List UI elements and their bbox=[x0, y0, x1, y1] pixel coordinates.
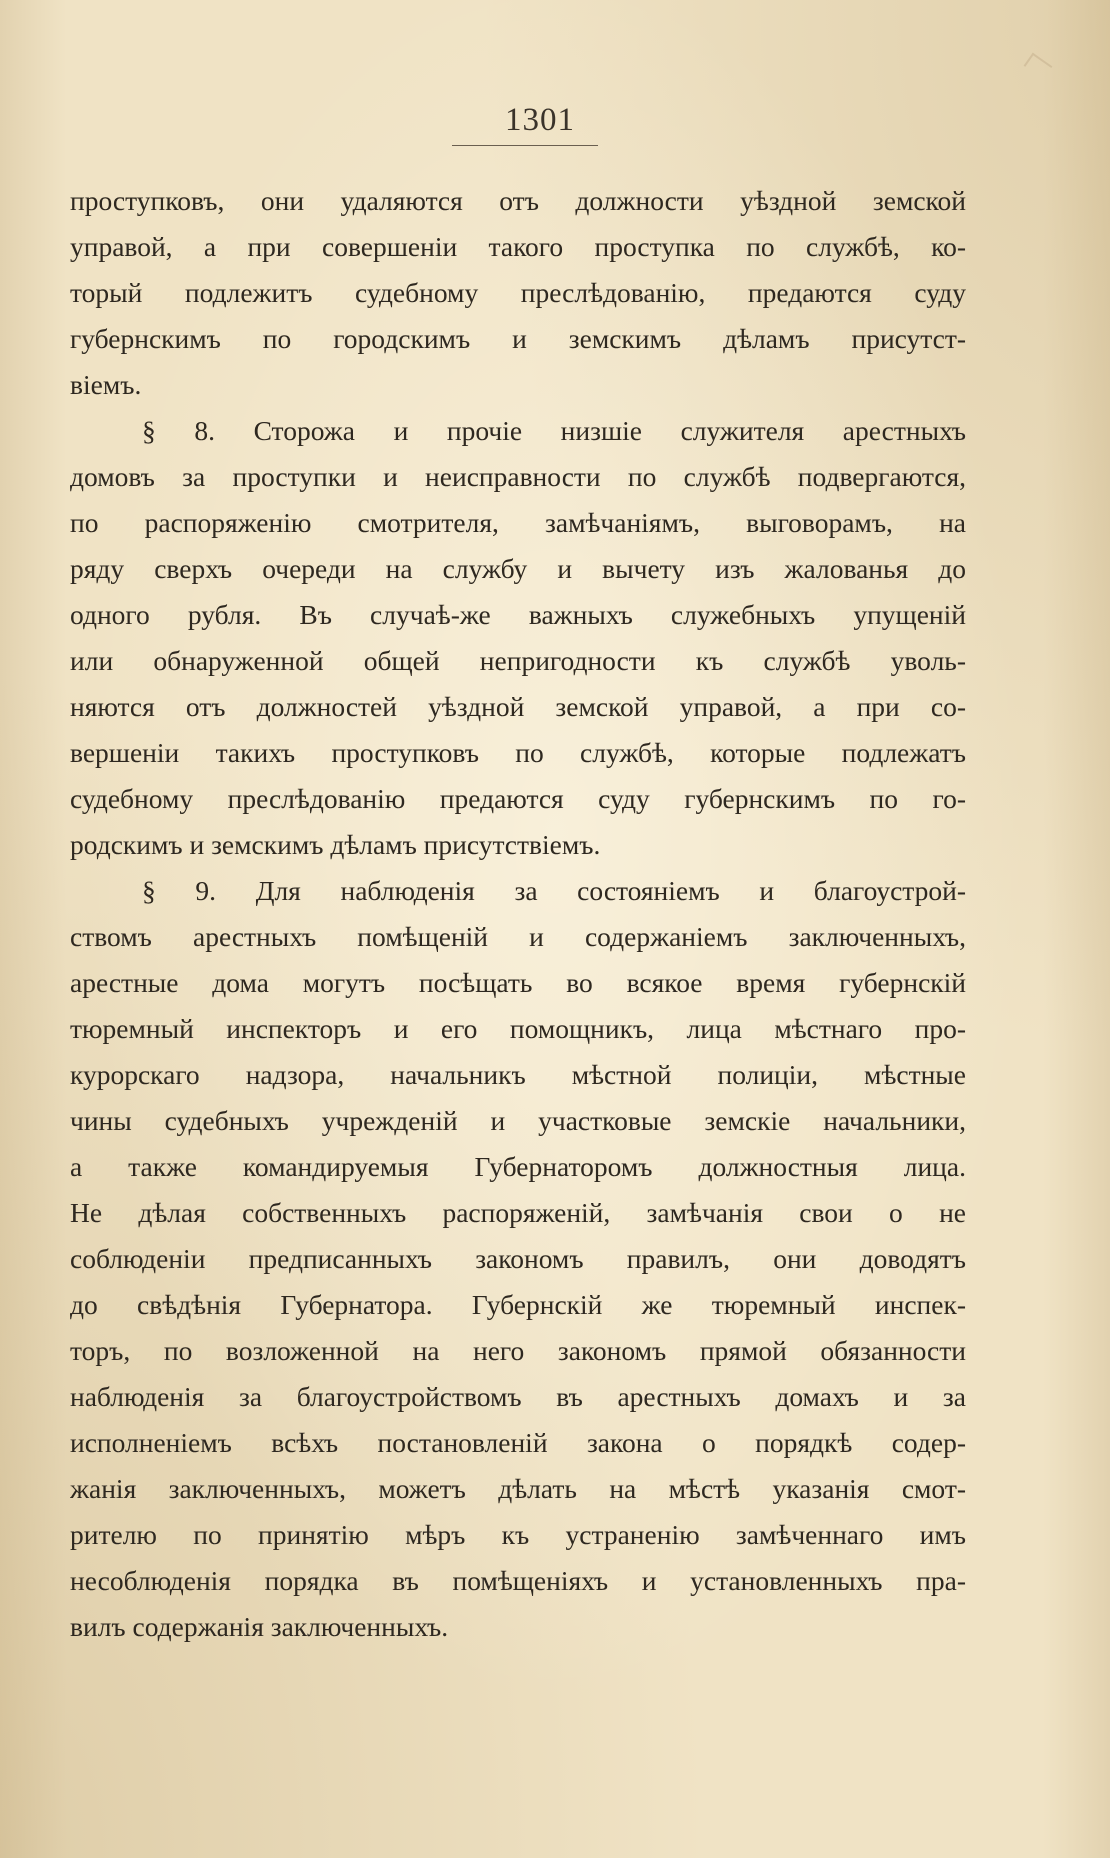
text-line: няются отъ должностей уѣздной земской управой, а при со- bbox=[70, 691, 966, 722]
text-line: арестные дома могутъ посѣщать во всякое время губернскій bbox=[70, 967, 966, 998]
text-line: по распоряженію смотрителя, замѣчаніямъ, выговорамъ, на bbox=[70, 507, 966, 538]
text-line: или обнаруженной общей непригодности къ службѣ уволь- bbox=[70, 645, 966, 676]
text-line: наблюденія за благоустройствомъ въ арестныхъ домахъ и за bbox=[70, 1381, 966, 1412]
text-line: ряду сверхъ очереди на службу и вычету изъ жалованья до bbox=[70, 553, 966, 584]
page-corner-mark bbox=[1024, 53, 1053, 80]
text-line: несоблюденія порядка въ помѣщеніяхъ и установленныхъ пра- bbox=[70, 1565, 966, 1596]
section-8-heading-line: § 8. Сторожа и прочіе низшіе служителя арестныхъ bbox=[142, 415, 966, 446]
text-line: соблюденіи предписанныхъ закономъ правилъ, они доводятъ bbox=[70, 1243, 966, 1274]
text-line: одного рубля. Въ случаѣ-же важныхъ служебныхъ упущеній bbox=[70, 599, 966, 630]
section-9-heading-line: § 9. Для наблюденія за состояніемъ и благоустрой- bbox=[142, 875, 966, 906]
text-line: Не дѣлая собственныхъ распоряженій, замѣчанія свои о не bbox=[70, 1197, 966, 1228]
text-line: чины судебныхъ учрежденій и участковые земскіе начальники, bbox=[70, 1105, 966, 1136]
body-text bbox=[70, 178, 966, 1650]
text-line: управой, а при совершеніи такого проступка по службѣ, ко- bbox=[70, 231, 966, 262]
text-line: торый подлежитъ судебному преслѣдованію, предаются суду bbox=[70, 277, 966, 308]
text-line: исполненіемъ всѣхъ постановленій закона о порядкѣ содер- bbox=[70, 1427, 966, 1458]
text-line: віемъ. bbox=[70, 369, 142, 400]
page-number-rule bbox=[452, 145, 598, 146]
text-line: курорскаго надзора, начальникъ мѣстной полиціи, мѣстные bbox=[70, 1059, 966, 1090]
text-line: тюремный инспекторъ и его помощникъ, лица мѣстнаго про- bbox=[70, 1013, 966, 1044]
text-line: вершеніи такихъ проступковъ по службѣ, которые подлежатъ bbox=[70, 737, 966, 768]
text-line: вилъ содержанія заключенныхъ. bbox=[70, 1611, 449, 1642]
text-line: торъ, по возложенной на него закономъ прямой обязанности bbox=[70, 1335, 966, 1366]
text-line: судебному преслѣдованію предаются суду губернскимъ по го- bbox=[70, 783, 966, 814]
text-line: ствомъ арестныхъ помѣщеній и содержаніемъ заключенныхъ, bbox=[70, 921, 966, 952]
text-line: проступковъ, они удаляются отъ должности уѣздной земской bbox=[70, 185, 966, 216]
text-line: жанія заключенныхъ, можетъ дѣлать на мѣстѣ указанія смот- bbox=[70, 1473, 966, 1504]
text-line: губернскимъ по городскимъ и земскимъ дѣламъ присутст- bbox=[70, 323, 966, 354]
text-line: рителю по принятію мѣръ къ устраненію замѣченнаго имъ bbox=[70, 1519, 966, 1550]
text-line: до свѣдѣнія Губернатора. Губернскій же тюремный инспек- bbox=[70, 1289, 966, 1320]
page-number: 1301 bbox=[505, 102, 575, 138]
text-line: родскимъ и земскимъ дѣламъ присутствіемъ. bbox=[70, 829, 601, 860]
text-line: домовъ за проступки и неисправности по службѣ подвергаются, bbox=[70, 461, 966, 492]
text-line: а также командируемыя Губернаторомъ должностныя лица. bbox=[70, 1151, 966, 1182]
